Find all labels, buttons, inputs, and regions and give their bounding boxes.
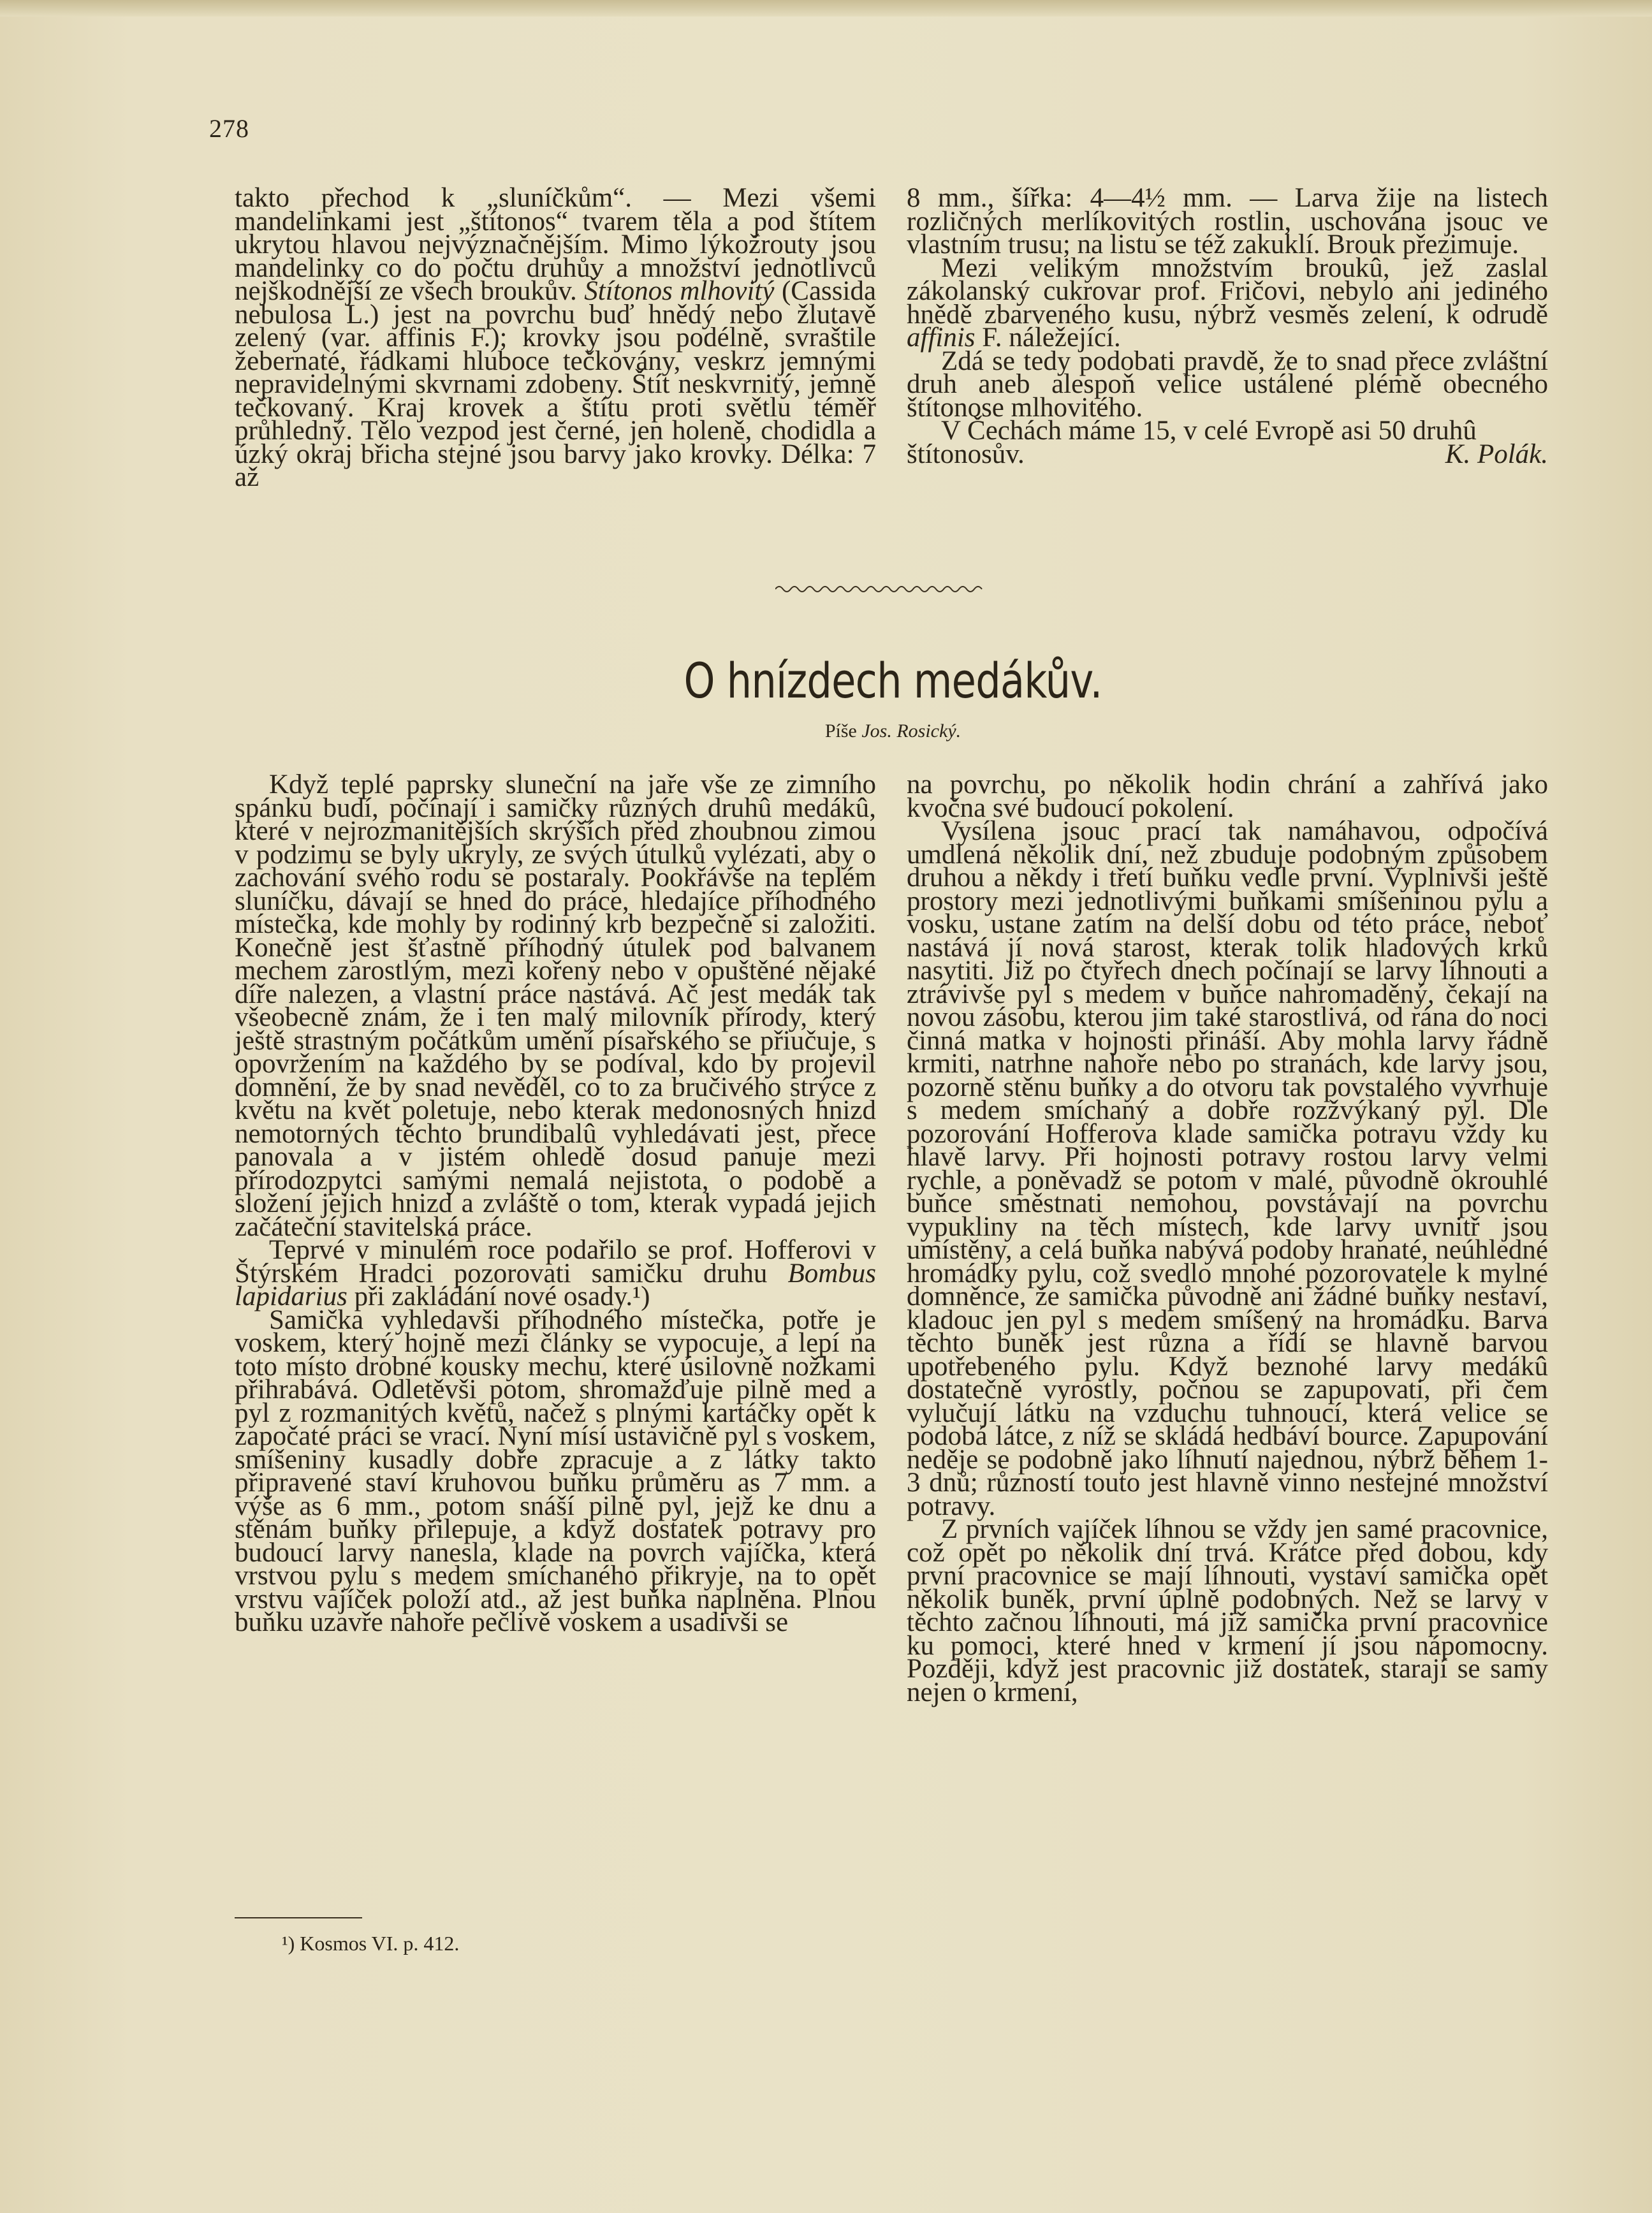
wavy-divider [775, 581, 986, 597]
footnote: ¹) Kosmos VI. p. 412. [282, 1932, 460, 1955]
article2-column-right [907, 770, 1548, 1707]
footnote-rule [235, 1917, 362, 1918]
article2-paragraph-3: Samička vyhledavši příhodného místečka, potře je voskem, který hojně mezi články se vypocuje, a lepí na toto místo drobné kousky mechu, které úsilovně nožkami přihrabává. Odletěvši potom, shromažďuje pilně med a pyl z rozmanitých květů, načež s plnými kartáčky opět k započaté práci se vrací. Nyní mísí ustavičně pyl s voskem, smíšeniny kusadly dobře zpracuje a z látky takto připravené staví kruhovou buňku průměru as 7 mm. a výše as 6 mm., potom snáší pilně pyl, jejž ke dnu a stěnám buňky přilepuje, a když dostatek potravy pro budoucí larvy nanesla, klade na povrch vajíčka, která vrstvou pylu s medem smíchaného přikryje, na to opět vrstvu vajíček položí atd., až jest buňka naplněna. Plnou buňku uzavře nahoře pečlivě voskem a usadivši se [235, 1304, 876, 1637]
article1-text-b: (Cassida nebulosa L.) jest na povrchu buď hnědý nebo žlutavě zelený (var. affinis F.); krovky jsou podélně, svraštile žebernaté, řádkami hluboce tečkovány, veskrz jemnými nepravidelnými skvrnami zdobeny. Štít neskvrnitý, jemně tečkovaný. Kraj krovek a štítu proti světlu téměř průhledný. Tělo vezpod jest černé, jen holeně, chodidla a úzký okraj břicha stejné jsou barvy jako krovky. Délka: 7 až [235, 276, 877, 492]
page-number: 278 [209, 114, 249, 143]
article2-paragraph-2 [235, 1235, 876, 1311]
article2-p2-text-b: při zakládání nové osady.¹) [354, 1282, 650, 1311]
signature-line [907, 439, 1548, 469]
article1-paragraph-2 [907, 252, 1548, 353]
article2-paragraph-4: na povrchu, po několik hodin chrání a zahřívá jako kvočna své budoucí pokolení. [907, 770, 1548, 823]
article1-paragraph-3: Zdá se tedy podobati pravdě, že to snad přece zvláštní druh aneb alespoň velice ustálené plémě obecného štítonose mlhovitého. [907, 346, 1548, 423]
article1-paragraph-1: 8 mm., šířka: 4—4½ mm. — Larva žije na listech rozličných merlíkovitých rostlin, uschována jsouc ve vlastním trusu; na listu se též zakuklí. Brouk přezimuje. [907, 183, 1548, 259]
article1-column-left [235, 183, 877, 492]
article1-text-a: takto přechod k „sluníčkům“. — Mezi všemi mandelinkami jest „štítonos“ tvarem těla a pod štítem ukrytou hlavou nejvýznačnějším. Mimo lýkožrouty jsou mandelinky co do počtu druhův a množství jednotlivců nejškodnější ze všech broukův. [235, 183, 876, 306]
article2-p2-text-a: Teprvé v minulém roce podařilo se prof. Hofferovi v Štýrském Hradci pozorovati samičku druhu [235, 1235, 876, 1289]
species-name: Štítonos mlhovitý [584, 276, 775, 306]
article2-column-left [235, 770, 876, 1637]
page-top-edge [0, 0, 1652, 17]
article1-paragraph-4: V Čechách máme 15, v celé Evropě asi 50 druhû [941, 416, 1477, 446]
article1-column-right [907, 183, 1548, 469]
variety-name: affinis [907, 323, 976, 353]
byline-author: Jos. Rosický. [861, 720, 961, 741]
bombus-species: Bombus lapidarius [235, 1258, 876, 1311]
article1-closing-word: štítonosův. [907, 439, 1025, 469]
article1-author: K. Polák. [1445, 439, 1548, 469]
article-title: O hnízdech medákův. [683, 652, 1102, 709]
article-byline [67, 720, 1652, 742]
article1-p2-text-c: F. náležející. [982, 323, 1121, 353]
article1-p2-text-a: Mezi velikým množstvím broukû, jež zaslal zákolanský cukrovar prof. Fričovi, nebylo ani jediného hnědě zbarveného kusu, nýbrž vesměs zelení, k odrudě [907, 252, 1548, 330]
article2-paragraph-6: Z prvních vajíček líhnou se vždy jen samé pracovnice, což opět po několik dní trvá. Krátce před dobou, kdy první pracovnice se mají líhnouti, vystaví samička opět několik buněk, první úplně podobných. Než se larvy v těchto začnou líhnouti, má již samička první pracovnice ku pomoci, které hned v krmení jí jsou nápomocny. Později, když jest pracovnic již dostatek, starají se samy nejen o krmení, [907, 1514, 1548, 1707]
article1-paragraph [235, 183, 877, 492]
article2-paragraph-5: Vysílena jsouc prací tak namáhavou, odpočívá umdlená několik dní, než zbuduje podobným způsobem druhou a někdy i třetí buňku vedle první. Vyplnivši ještě prostory mezi jednotlivými buňkami smíšeninou pylu a vosku, ustane zatím na delší dobu od této práce, neboť nastává jí nová starost, kterak tolik hladových krků nasytiti. Již po čtyřech dnech počínají se larvy líhnouti a ztrávivše pyl s medem v buňce nahromaděný, čekají na novou zásobu, kterou jim také starostlivá, od rána do noci činná matka v hojnosti přináší. Aby mohla larvy řádně krmiti, natrhne nahoře nebo po stranách, kde larvy jsou, pozorně stěnu buňky a do otvoru tak povstalého vyvrhuje s medem smíchaný a dobře rozžvýkaný pyl. Dle pozorování Hofferova klade samička potravu vždy ku hlavě larvy. Při hojnosti potravy rostou larvy velmi rychle, a poněvadž se potom v malé, původně okrouhlé buňce směstnati nemohou, povstávají na povrchu vypukliny na těch místech, kde larvy uvnitř jsou umístěny, a celá buňka nabývá podoby hranaté, neúhledné hromádky pylu, což svedlo mnohé pozorovatele k mylné domněnce, že samička původně ani žádné buňky nestaví, kladouc jen pyl s medem smíšený na hromádku. Barva těchto buněk jest různa a řídí se hlavně barvou upotřebeného pylu. Když beznohé larvy medákû dostatečně vyrostly, počnou se zapupovati, při čem vylučují látku na vzduchu tuhnoucí, která velice se podobá látce, z níž se skládá hedbáví bource. Zapupování neděje se podobně jako líhnutí najednou, nýbrž během 1-3 dnů; růzností touto jest hlavně vinno nestejné množství potravy. [907, 816, 1548, 1521]
byline-prefix: Píše [824, 720, 857, 741]
article2-paragraph-1: Když teplé paprsky sluneční na jaře vše ze zimního spánku budí, počínají i samičky různých druhû medákû, které v nejrozmanitějších skrýších před zhoubnou zimou v podzimu se byly ukryly, ze svých útulků vylézati, aby o zachování svého rodu se postaraly. Pookřávše na teplém sluníčku, dávají se hned do práce, hledajíce příhodného místečka, kde mohly by rodinný krb bezpečně si založiti. Konečně jest šťastně příhodný útulek pod balvanem mechem zarostlým, mezi kořeny nebo v opuštěné nějaké díře nalezen, a vlastní práce nastává. Ač jest medák tak všeobecně znám, že i ten malý milovník přírody, který ještě strastným počátkům umění písařského se přiučuje, s opovržením na každého by se podíval, kdo by projevil domnění, že by snad nevěděl, co to za bručivého strýce z květu na květ poletuje, nebo kterak medonosných hnizd nemotorných těchto brundibalû vyhledávati jest, přece panovala a v jistém ohledě dosud panuje mezi přírodozpytci samými nemalá nejistota, o podobě a složení jejich hnizd a zvláště o tom, kterak vypadá jejich začáteční stavitelská práce. [235, 770, 876, 1242]
